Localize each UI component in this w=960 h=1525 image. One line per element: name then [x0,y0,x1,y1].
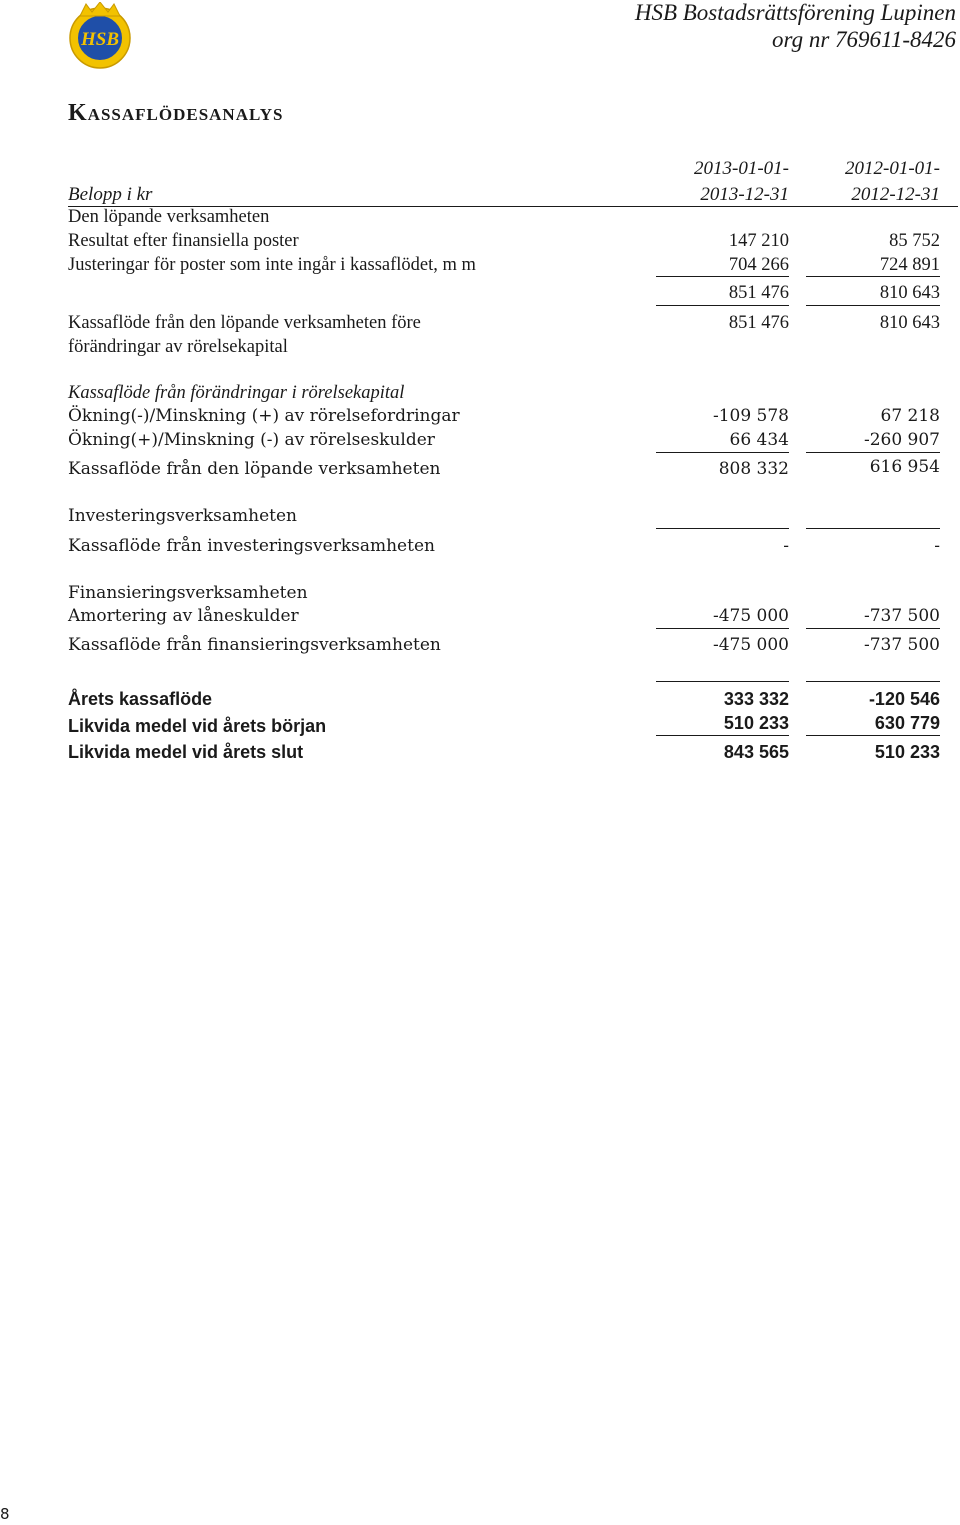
row-label-liabilities: Ökning(+)/Minskning (-) av rörelseskulder [68,430,435,450]
row-label-year-cashflow: Årets kassaflöde [68,689,213,709]
col2-header-end: 2012-12-31 [851,184,940,205]
svg-text:HSB: HSB [80,29,120,50]
row-value-before-working-capital-2013: 851 476 [728,313,789,333]
working-capital-rule-2013 [656,452,789,453]
row-value-financing-total-2012: -737 500 [863,635,940,655]
working-capital-rule-2012 [806,452,940,453]
amount-unit-label: Belopp i kr [68,184,153,205]
row-label-receivables: Ökning(-)/Minskning (+) av rörelsefordringar [68,406,460,426]
subtotal-rule-2012 [806,276,940,277]
page-title: Kassaflödesanalys [68,100,284,126]
page-number: 8 [0,1505,10,1523]
summary-top-rule-2013 [656,681,789,682]
row-label-result: Resultat efter finansiella poster [68,231,299,251]
organization-number: org nr 769611-8426 [772,27,956,52]
subtotal-rule-2013 [656,276,789,277]
row-value-cash-start-2013: 510 233 [723,713,789,733]
row-label-adjustments: Justeringar för poster som inte ingår i kassaflödet, m m [68,255,476,275]
section-heading-financing: Finansieringsverksamheten [68,583,308,603]
row-value-result-2012: 85 752 [889,231,940,251]
organization-name: HSB Bostadsrättsförening Lupinen [634,0,956,25]
section-heading-investing: Investeringsverksamheten [68,506,297,526]
row-value-cash-end-2012: 510 233 [874,742,940,762]
col1-header-start: 2013-01-01- [694,158,789,179]
row-value-amortization-2012: -737 500 [863,606,940,626]
row-label-investing-total: Kassaflöde från investeringsverksamheten [68,536,435,556]
financing-rule-2013 [656,628,789,629]
summary-top-rule-2012 [806,681,940,682]
row-value-adjustments-2013: 704 266 [728,255,789,275]
row-value-receivables-2013: -109 578 [712,406,789,426]
investing-rule-2012 [806,528,940,529]
financing-rule-2012 [806,628,940,629]
row-value-subtotal-2013: 851 476 [728,283,789,303]
subtotal-bottom-rule-2012 [806,305,940,306]
row-value-operating-total-2012: 616 954 [869,457,940,477]
row-value-amortization-2013: -475 000 [712,606,789,626]
row-value-cash-end-2013: 843 565 [723,742,789,762]
row-value-subtotal-2012: 810 643 [879,283,940,303]
row-value-liabilities-2013: 66 434 [729,430,789,450]
row-value-investing-total-2013: - [783,536,789,556]
row-value-cash-start-2012: 630 779 [874,713,940,733]
row-value-adjustments-2012: 724 891 [879,255,940,275]
row-value-investing-total-2012: - [934,536,940,556]
row-value-year-cashflow-2013: 333 332 [723,689,789,709]
section-heading-working-capital: Kassaflöde från förändringar i rörelsekapital [68,383,405,403]
summary-bottom-rule-2012 [806,735,940,736]
row-value-result-2013: 147 210 [728,231,789,251]
summary-bottom-rule-2013 [656,735,789,736]
row-value-before-working-capital-2012: 810 643 [879,313,940,333]
row-label-financing-total: Kassaflöde från finansieringsverksamheten [68,635,441,655]
row-label-before-working-capital-cont: förändringar av rörelsekapital [68,337,288,357]
hsb-logo [66,2,134,70]
row-value-liabilities-2012: -260 907 [863,430,940,450]
col2-header-start: 2012-01-01- [845,158,940,179]
row-value-receivables-2012: 67 218 [880,406,940,426]
row-label-cash-start: Likvida medel vid årets början [68,716,327,736]
row-label-cash-end: Likvida medel vid årets slut [68,742,304,762]
row-label-operating-total: Kassaflöde från den löpande verksamheten [68,459,441,479]
investing-rule-2013 [656,528,789,529]
section-heading-operating: Den löpande verksamheten [68,207,270,227]
row-label-amortization: Amortering av låneskulder [68,606,299,626]
col1-header-end: 2013-12-31 [700,184,789,205]
row-label-before-working-capital: Kassaflöde från den löpande verksamheten före [68,313,421,333]
subtotal-bottom-rule-2013 [656,305,789,306]
row-value-year-cashflow-2012: -120 546 [868,689,940,709]
row-value-financing-total-2013: -475 000 [712,635,789,655]
row-value-operating-total-2013: 808 332 [718,459,789,479]
